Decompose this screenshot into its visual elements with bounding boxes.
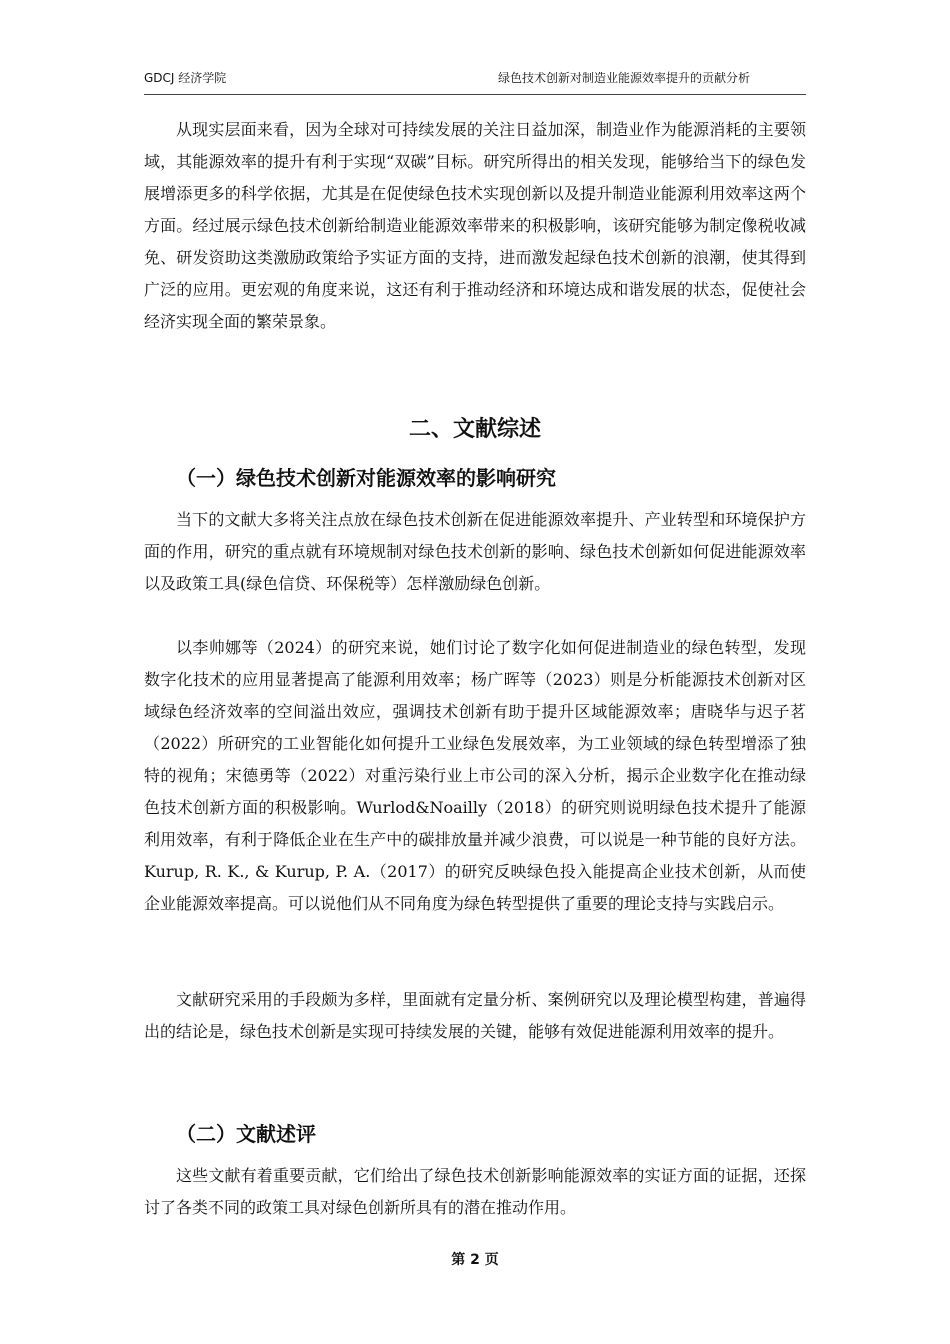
section-title: 二、文献综述 [408,417,541,442]
subsection-1-paragraph-2: 以李帅娜等（2024）的研究来说，她们讨论了数字化如何促进制造业的绿色转型，发现数字化技术的应用显著提高了能源利用效率；杨广晖等（2023）则是分析能源技术创新对区域绿色经济效率的空间溢出效应，强调技术创新有助于提升区域能源效率；唐晓华与迟子茗（2022）所研究的工业智能化如何提升工业绿色发展效率，为工业领域的绿色转型增添了独特的视角；宋德勇等（2022）对重污染行业上市公司的深入分析，揭示企业数字化在推动绿色技术创新方面的积极影响。Wurlod&Noailly（2018）的研究则说明绿色技术提升了能源利用效率，有利于降低企业在生产中的碳排放量并减少浪费，可以说是一种节能的良好方法。Kurup, R. K., & Kurup, P. A.（2017）的研究反映绿色投入能提高企业技术创新，从而使企业能源效率提高。可以说他们从不同角度为绿色转型提供了重要的理论支持与实践启示。 [144,638,806,913]
subsection-2-title: （二）文献述评 [176,1122,316,1146]
header-institution: GDCJ 经济学院 [144,71,227,85]
subsection-1-paragraph-3: 文献研究采用的手段颇为多样，里面就有定量分析、案例研究以及理论模型构建，普遍得出的结论是，绿色技术创新是实现可持续发展的关键，能够有效促进能源利用效率的提升。 [144,990,806,1041]
page-number: 第 2 页 [451,1252,499,1268]
intro-paragraph: 从现实层面来看，因为全球对可持续发展的关注日益加深，制造业作为能源消耗的主要领域，其能源效率的提升有利于实现“双碳”目标。研究所得出的相关发现，能够给当下的绿色发展增添更多的科学依据，尤其是在促使绿色技术实现创新以及提升制造业能源利用效率这两个方面。经过展示绿色技术创新给制造业能源效率带来的积极影响，该研究能够为制定像税收减免、研发资助这类激励政策给予实证方面的支持，进而激发起绿色技术创新的浪潮，使其得到广泛的应用。更宏观的角度来说，这还有利于推动经济和环境达成和谐发展的状态，促使社会经济实现全面的繁荣景象。 [144,120,806,331]
subsection-2-paragraph-1: 这些文献有着重要贡献，它们给出了绿色技术创新影响能源效率的实证方面的证据，还探讨了各类不同的政策工具对绿色创新所具有的潜在推动作用。 [144,1166,806,1217]
subsection-1-title: （一）绿色技术创新对能源效率的影响研究 [176,466,556,490]
subsection-1-paragraph-1: 当下的文献大多将关注点放在绿色技术创新在促进能源效率提升、产业转型和环境保护方面的作用，研究的重点就有环境规制对绿色技术创新的影响、绿色技术创新如何促进能源效率以及政策工具(绿色信贷、环保税等）怎样激励绿色创新。 [144,510,806,593]
header-divider [144,94,806,95]
header-paper-title: 绿色技术创新对制造业能源效率提升的贡献分析 [497,71,750,85]
page-header [144,68,806,88]
